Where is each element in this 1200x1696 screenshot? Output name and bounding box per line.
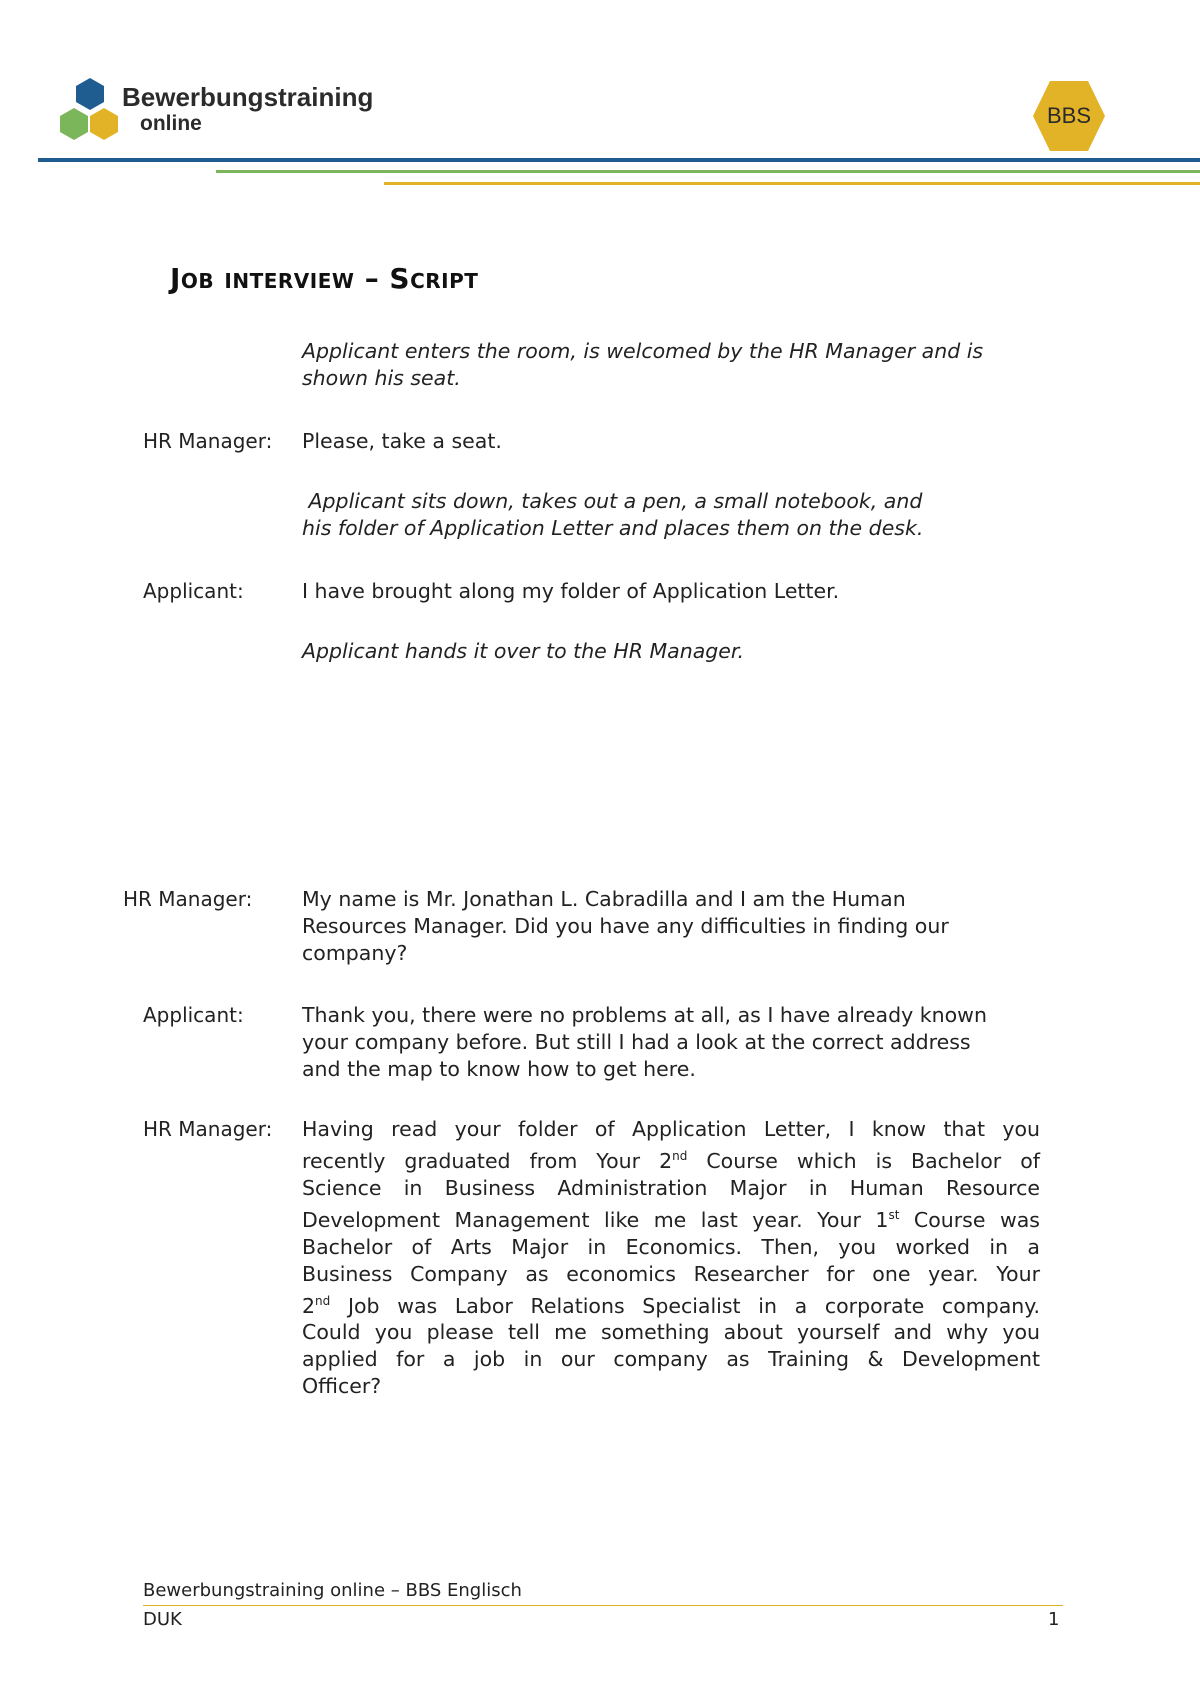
dialogue-line: Could you please tell me something about yourself and why you	[302, 1320, 1040, 1345]
document-title: Job interview – Script	[170, 262, 479, 295]
logo-subtitle: online	[140, 112, 202, 135]
dialogue-line: company?	[302, 941, 408, 965]
dialogue-paragraph	[302, 1002, 1052, 1083]
ordinal-suffix: nd	[315, 1293, 331, 1308]
dialogue-paragraph	[302, 1116, 1040, 1400]
dialogue-line	[302, 1202, 1040, 1234]
stage-line: Applicant sits down, takes out a pen, a small notebook, and	[302, 489, 923, 513]
dialogue-line: Business Company as economics Researcher for one year. Your	[302, 1261, 1040, 1286]
dialogue-line: Bachelor of Arts Major in Economics. Then, you worked in a	[302, 1234, 1040, 1259]
line-text: Course was	[899, 1207, 1040, 1232]
header-rule-blue	[38, 158, 1200, 162]
hexagon-logo-icon	[56, 76, 128, 156]
line-text: Job was Labor Relations Specialist in a corporate company.	[330, 1293, 1040, 1318]
dialogue-line: your company before. But still I had a look at the correct address	[302, 1030, 971, 1054]
line-text: 2	[302, 1293, 316, 1318]
footer-code: DUK	[143, 1609, 182, 1630]
dialogue-line: Officer?	[302, 1374, 382, 1399]
bbs-badge-label: BBS	[1046, 103, 1092, 128]
line-text: recently graduated from Your 2	[302, 1148, 673, 1173]
dialogue-line: and the map to know how to get here.	[302, 1057, 696, 1081]
ordinal-suffix: nd	[672, 1149, 688, 1163]
speaker-label: HR Manager:	[143, 1117, 273, 1141]
line-text: Development Management like me last year. Your 1	[302, 1207, 889, 1232]
logo-title: Bewerbungstraining	[122, 82, 374, 112]
dialogue-line: Please, take a seat.	[302, 429, 502, 453]
dialogue-line: Resources Manager. Did you have any difficulties in finding our	[302, 914, 949, 938]
dialogue-line: My name is Mr. Jonathan L. Cabradilla and I am the Human	[302, 887, 906, 911]
footer-rule	[143, 1605, 1063, 1606]
ordinal-suffix: st	[888, 1207, 900, 1222]
speaker-label: HR Manager:	[143, 429, 273, 453]
speaker-label: Applicant:	[143, 579, 244, 603]
dialogue-line: applied for a job in our company as Training & Development	[302, 1347, 1040, 1372]
dialogue-line: Science in Business Administration Major in Human Resource	[302, 1175, 1040, 1200]
page-number: 1	[1048, 1609, 1060, 1630]
stage-direction	[302, 338, 1052, 392]
dialogue-line	[302, 1288, 1040, 1320]
header-rule-yellow	[384, 182, 1200, 185]
dialogue-paragraph	[302, 886, 1052, 967]
dialogue-line: Having read your folder of Application Letter, I know that you	[302, 1117, 1040, 1141]
stage-line: his folder of Application Letter and places them on the desk.	[302, 516, 924, 540]
header-rule-green	[216, 170, 1200, 173]
stage-line: shown his seat.	[302, 366, 461, 390]
dialogue-line	[302, 1143, 1040, 1175]
stage-direction	[302, 488, 1052, 542]
footer-title: Bewerbungstraining online – BBS Englisch	[143, 1580, 522, 1601]
stage-line: Applicant enters the room, is welcomed by the HR Manager and is	[302, 339, 984, 363]
line-text: Course which is Bachelor of	[687, 1148, 1040, 1173]
speaker-label: Applicant:	[143, 1003, 244, 1027]
dialogue-line: I have brought along my folder of Application Letter.	[302, 579, 840, 603]
speaker-label: HR Manager:	[123, 887, 253, 911]
stage-direction: Applicant hands it over to the HR Manager.	[302, 639, 744, 663]
dialogue-line: Thank you, there were no problems at all, as I have already known	[302, 1003, 987, 1027]
